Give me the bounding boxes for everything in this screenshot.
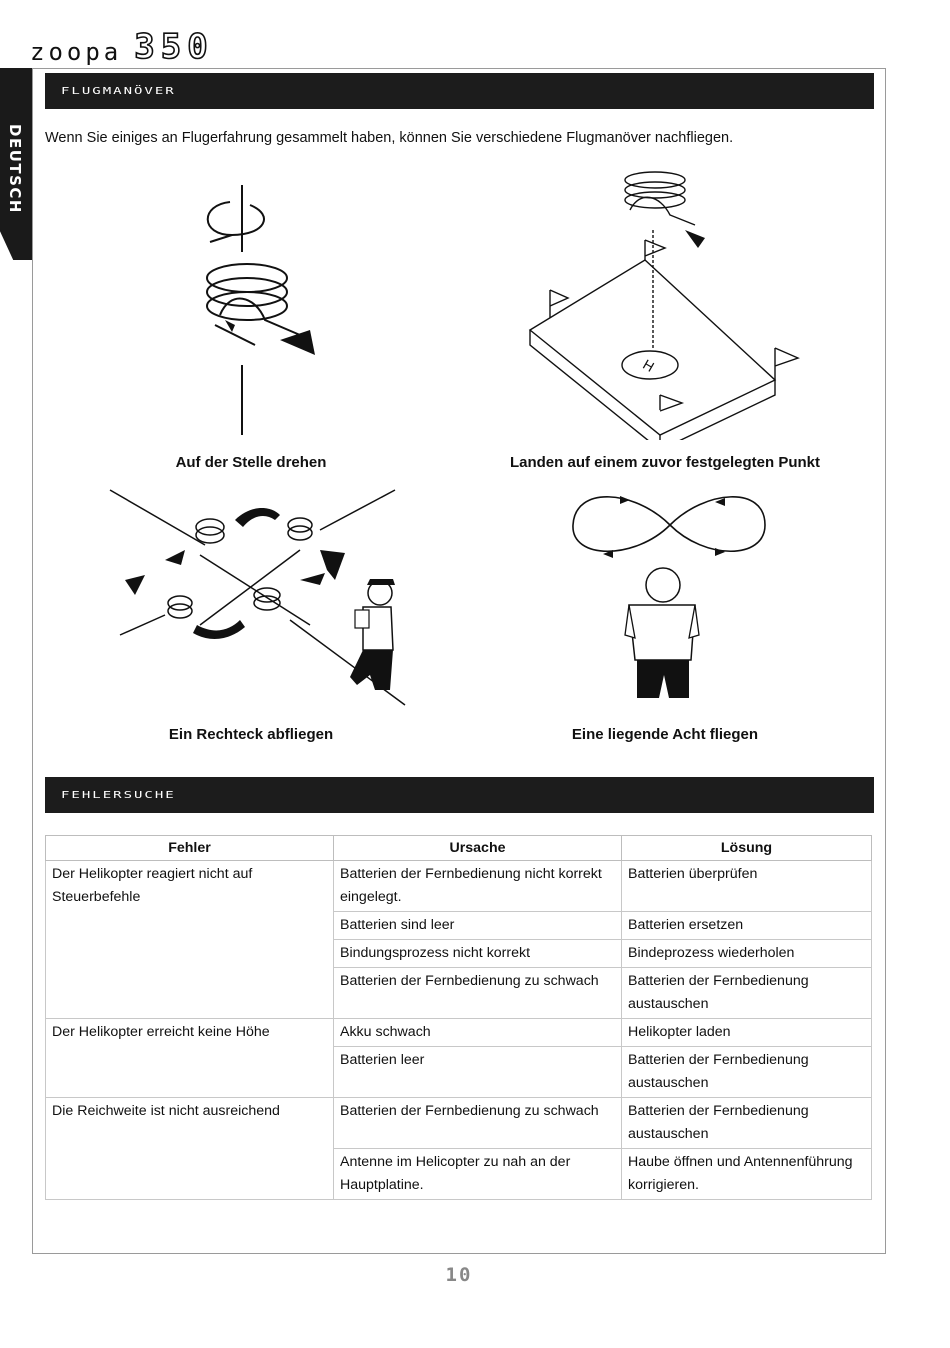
table-cell: Batterien ersetzen	[622, 912, 872, 940]
section-title: FLUGMANÖVER	[61, 85, 176, 97]
table-header-row	[46, 836, 872, 861]
table-cell: Antenne im Helicopter zu nah an der Hauptplatine.	[334, 1149, 622, 1200]
language-tab-label: DEUTSCH	[6, 124, 24, 214]
figure-caption-rectangle: Ein Rechteck abfliegen	[168, 726, 334, 743]
figure-eight-illustration	[565, 490, 775, 700]
table-cell: Bindeprozess wiederholen	[622, 940, 872, 968]
table-cell: Bindungsprozess nicht korrekt	[334, 940, 622, 968]
table-cell: Der Helikopter erreicht keine Höhe	[46, 1019, 334, 1098]
landing-pad-letter: H	[640, 355, 658, 375]
table-row	[46, 1019, 872, 1047]
table-row	[46, 1098, 872, 1149]
landing-pad-illustration	[520, 170, 810, 440]
page-number: 10	[445, 1264, 473, 1286]
table-cell: Batterien der Fernbedienung nicht korrekt eingelegt.	[334, 861, 622, 912]
table-cell: Der Helikopter reagiert nicht auf Steuerbefehle	[46, 861, 334, 1019]
table-cell: Batterien überprüfen	[622, 861, 872, 912]
column-header: Ursache	[334, 836, 622, 861]
column-header: Fehler	[46, 836, 334, 861]
section-title-bar	[45, 777, 874, 813]
figure-caption-figure-eight: Eine liegende Acht fliegen	[571, 726, 759, 743]
brand-logo	[30, 27, 214, 67]
troubleshooting-table	[45, 835, 872, 1200]
section-title: FEHLERSUCHE	[61, 789, 176, 801]
table-cell: Batterien leer	[334, 1047, 622, 1098]
hover-rotate-illustration	[170, 180, 340, 440]
table-cell: Batterien der Fernbedienung austauschen	[622, 1098, 872, 1149]
section-title-bar	[45, 73, 874, 109]
logo-name: zoopa	[30, 38, 123, 66]
table-cell: Die Reichweite ist nicht ausreichend	[46, 1098, 334, 1200]
table-cell: Haube öffnen und Antennenführung korrigieren.	[622, 1149, 872, 1200]
table-cell: Batterien der Fernbedienung austauschen	[622, 968, 872, 1019]
pilot-figure	[350, 579, 395, 690]
table-cell: Batterien der Fernbedienung zu schwach	[334, 1098, 622, 1149]
rectangle-flight-illustration	[105, 485, 415, 715]
column-header: Lösung	[622, 836, 872, 861]
intro-text: Wenn Sie einiges an Flugerfahrung gesammelt haben, können Sie verschiedene Flugmanöver nachfliegen.	[45, 130, 734, 146]
figure-caption-landing: Landen auf einem zuvor festgelegten Punkt	[509, 454, 821, 471]
table-cell: Batterien der Fernbedienung zu schwach	[334, 968, 622, 1019]
table-cell: Batterien sind leer	[334, 912, 622, 940]
table-row	[46, 861, 872, 912]
pilot-figure	[625, 568, 699, 698]
logo-number: 350	[134, 27, 214, 67]
figure-caption-rotate: Auf der Stelle drehen	[175, 454, 327, 471]
figure-eight-path	[573, 497, 765, 551]
helicopter-tail-icon	[685, 230, 705, 248]
rotation-arrow-icon	[208, 202, 264, 235]
table-cell: Helikopter laden	[622, 1019, 872, 1047]
table-cell: Akku schwach	[334, 1019, 622, 1047]
table-cell: Batterien der Fernbedienung austauschen	[622, 1047, 872, 1098]
